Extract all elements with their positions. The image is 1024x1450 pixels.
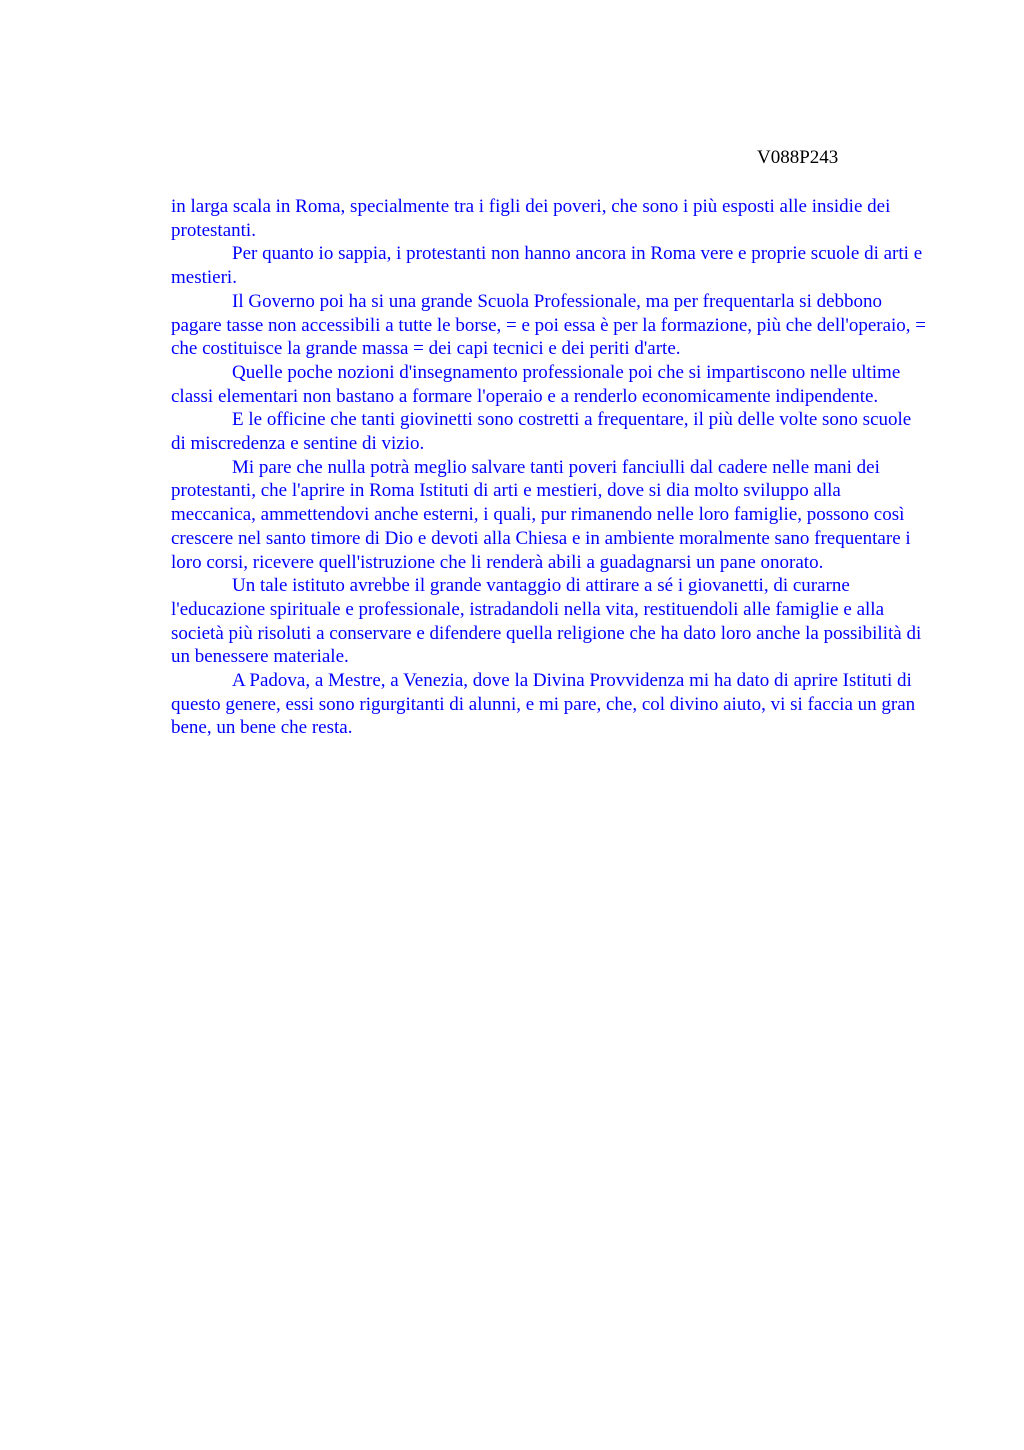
paragraph-7: Un tale istituto avrebbe il grande vantaggio di attirare a sé i giovanetti, di curarne l'educazione spirituale e professionale, istradandoli nella vita, restituendoli alle famiglie e alla società più risoluti a conservare e difendere quella religione che ha dato loro anche la possibilità di un benessere materiale. — [171, 575, 922, 668]
body-text — [171, 195, 929, 740]
paragraph-5: E le officine che tanti giovinetti sono costretti a frequentare, il più delle volte sono scuole di miscredenza e sentine di vizio. — [171, 409, 912, 455]
paragraph-2: Per quanto io sappia, i protestanti non hanno ancora in Roma vere e proprie scuole di arti e mestieri. — [171, 243, 923, 289]
paragraph-6: Mi pare che nulla potrà meglio salvare tanti poveri fanciulli dal cadere nelle mani dei protestanti, che l'aprire in Roma Istituti di arti e mestieri, dove si dia molto sviluppo alla meccanica, ammettendovi anche esterni, i quali, pur rimanendo nelle loro famiglie, possono così crescere nel santo timore di Dio e devoti alla Chiesa e in ambiente moralmente sano frequentare i loro corsi, ricevere quell'istruzione che li renderà abili a guadagnarsi un pane onorato. — [171, 456, 911, 573]
paragraph-8: A Padova, a Mestre, a Venezia, dove la Divina Provvidenza mi ha dato di aprire Istituti di questo genere, essi sono rigurgitanti di alunni, e mi pare, che, col divino aiuto, vi si faccia un gran bene, un bene che resta. — [171, 670, 916, 739]
paragraph-1: in larga scala in Roma, specialmente tra i figli dei poveri, che sono i più esposti alle insidie dei protestanti. — [171, 196, 891, 241]
paragraph-3: Il Governo poi ha si una grande Scuola Professionale, ma per frequentarla si debbono pagare tasse non accessibili a tutte le borse, = e poi essa è per la formazione, più che dell'operaio, = che costituisce la grande massa = dei capi tecnici e dei periti d'arte. — [171, 290, 927, 360]
page-reference: V088P243 — [757, 147, 839, 168]
paragraph-4: Quelle poche nozioni d'insegnamento professionale poi che si impartiscono nelle ultime classi elementari non bastano a formare l'operaio e a renderlo economicamente indipendente. — [171, 361, 901, 407]
